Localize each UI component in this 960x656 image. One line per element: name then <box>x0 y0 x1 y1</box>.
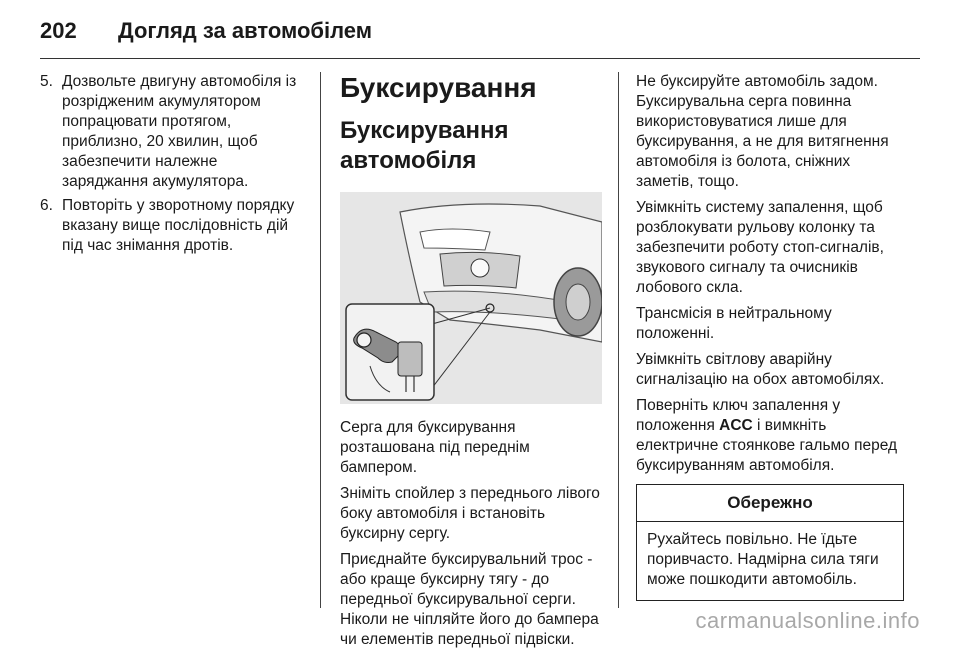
right-column <box>636 72 904 601</box>
column-divider <box>618 72 619 608</box>
warning-box <box>636 484 904 601</box>
subsection-heading: Буксирування автомобіля <box>340 117 509 174</box>
paragraph: Трансмісія в нейтральному положенні. <box>636 305 832 342</box>
paragraph: Зніміть спойлер з переднього лівого боку автомобіля і встановіть буксирну сергу. <box>340 485 600 542</box>
list-item <box>40 196 302 256</box>
acc-label: ACC <box>719 417 753 434</box>
left-column <box>40 72 302 260</box>
paragraph: Серга для буксирування розташована під переднім бампером. <box>340 419 530 476</box>
warning-text: Рухайтесь повільно. Не їдьте поривчасто. Надмірна сила тяги може пошкодити автомобіль. <box>647 531 879 588</box>
page-title: Догляд за автомобілем <box>118 18 373 43</box>
watermark: carmanualsonline.info <box>695 608 920 633</box>
paragraph: Не буксируйте автомобіль задом. Буксирувальна серга повинна використовуватися лише для буксирування, а не для витягнення автомобіля із болота, сніжних заметів, тощо. <box>636 73 889 190</box>
paragraph: Увімкніть світлову аварійну сигналізацію на обох автомобілях. <box>636 351 885 388</box>
car-front-drawing <box>340 192 602 404</box>
text-run: Поверніть ключ запалення у положення <box>636 397 841 434</box>
step-number: 5. <box>40 73 53 90</box>
list-item <box>40 72 302 192</box>
paragraph: Увімкніть систему запалення, щоб розблокувати рульову колонку та забезпечити роботу стоп-сигналів, звукового сигналу та очисників лобового скла. <box>636 199 884 296</box>
step-number: 6. <box>40 197 53 214</box>
text-run: і вимкніть електричне стоянкове гальмо перед буксируванням автомобіля. <box>636 417 898 474</box>
warning-title: Обережно <box>637 485 903 522</box>
page-number: 202 <box>40 18 77 43</box>
step-text: Повторіть у зворотному порядку вказану вище послідовність дій під час знімання дротів. <box>62 197 295 254</box>
paragraph: Приєднайте буксирувальний трос - або краще буксирну тягу - до передньої буксирувальної серги. Ніколи не чіпляйте його до бампера чи елементів передньої підвіски. <box>340 551 599 648</box>
page-header <box>40 14 920 54</box>
steps-list <box>40 72 302 256</box>
towing-eye-illustration <box>340 192 602 404</box>
header-divider <box>40 58 920 59</box>
paragraph <box>636 396 904 476</box>
section-heading: Буксирування <box>340 72 537 103</box>
step-text: Дозвольте двигуну автомобіля із розрідженим акумулятором попрацювати протягом, приблизно, 20 хвилин, щоб забезпечити належне заряджання акумулятора. <box>62 73 297 190</box>
middle-column <box>340 72 602 656</box>
column-divider <box>320 72 321 608</box>
